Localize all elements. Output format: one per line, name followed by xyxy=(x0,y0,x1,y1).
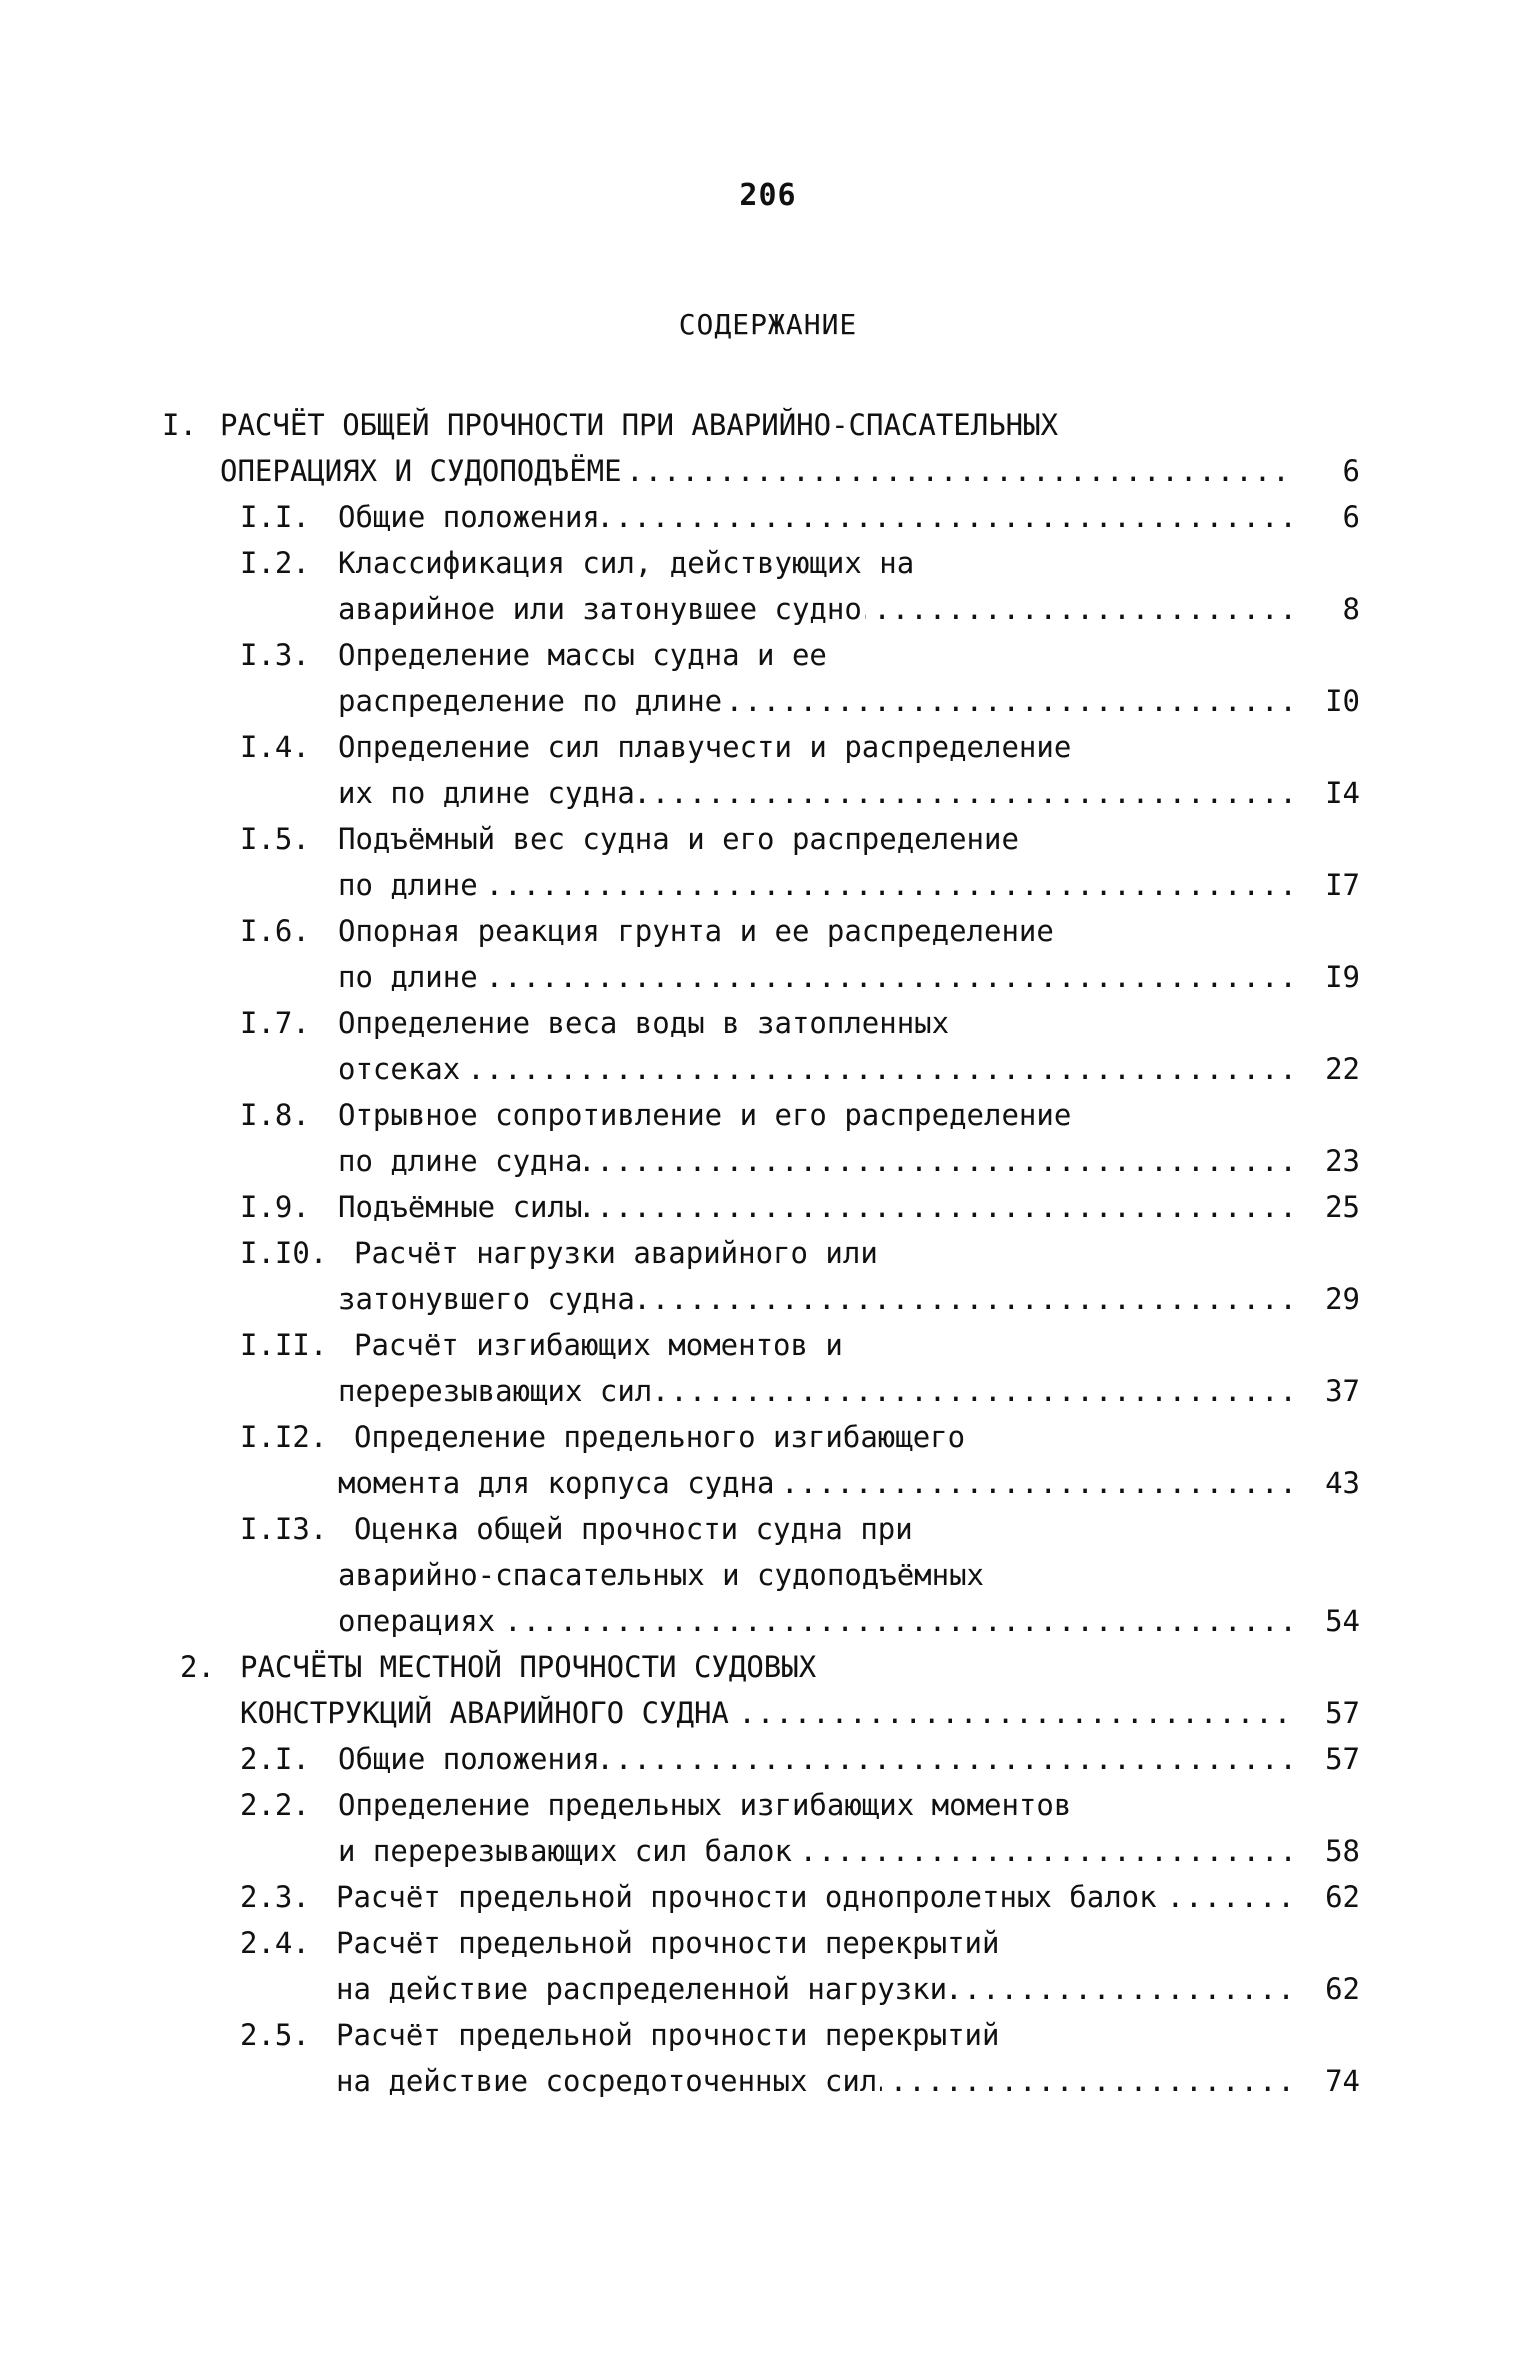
toc-entry-text: Определение предельного изгибающего xyxy=(354,1420,968,1454)
toc-entry-number: I.7. xyxy=(240,1006,310,1040)
toc-entry-text: по длине xyxy=(338,960,481,994)
toc-line xyxy=(0,1276,1536,1322)
toc-entry-text: Определение массы судна и ее xyxy=(338,638,830,672)
toc-line xyxy=(0,724,1536,770)
toc-entry-number: I.I0. xyxy=(240,1236,328,1270)
toc-entry-text-container xyxy=(338,954,1296,1000)
toc-entry-text: на действие сосредоточенных сил xyxy=(336,2064,880,2098)
toc-entry-number: I.9. xyxy=(240,1190,310,1224)
toc-line xyxy=(0,1690,1536,1736)
toc-line xyxy=(0,770,1536,816)
toc-entry-text-container xyxy=(354,1230,1254,1276)
toc-entry-number: I.6. xyxy=(240,914,310,948)
toc-entry-text: Расчёт изгибающих моментов и xyxy=(354,1328,846,1362)
toc-entry-text-container xyxy=(338,540,1238,586)
toc-line xyxy=(0,1092,1536,1138)
toc-line xyxy=(0,1184,1536,1230)
toc-entry-text-container xyxy=(220,448,1296,494)
toc-entry-number: I.I2. xyxy=(240,1420,328,1454)
toc-entry-text-container xyxy=(336,1874,1296,1920)
toc-entry-text-container xyxy=(338,632,1238,678)
toc-entry-text-container xyxy=(354,1414,1254,1460)
toc-entry-page: 74 xyxy=(1325,2064,1360,2098)
toc-entry-text-container xyxy=(338,1046,1296,1092)
toc-line xyxy=(0,1506,1536,1552)
toc-entry-number: I. xyxy=(162,408,197,442)
toc-entry-text: Общие положения xyxy=(338,500,603,534)
toc-entry-text-container xyxy=(240,1644,1140,1690)
toc-entry-page: 29 xyxy=(1325,1282,1360,1316)
toc-line xyxy=(0,1460,1536,1506)
toc-entry-text-container xyxy=(338,1782,1258,1828)
toc-entry-text: аварийно-спасательных и судоподъёмных xyxy=(338,1558,987,1592)
toc-line xyxy=(0,862,1536,908)
toc-line xyxy=(0,1920,1536,1966)
toc-line xyxy=(0,1782,1536,1828)
toc-entry-page: 62 xyxy=(1325,1880,1360,1914)
toc-entry-text-container xyxy=(338,770,1296,816)
toc-line xyxy=(0,540,1536,586)
toc-entry-text: Расчёт предельной прочности однопролетных балок xyxy=(336,1880,1160,1914)
toc-entry-text: КОНСТРУКЦИЙ АВАРИЙНОГО СУДНА xyxy=(240,1696,732,1730)
toc-entry-text-container xyxy=(336,2058,1296,2104)
toc-entry-text: по длине xyxy=(338,868,481,902)
toc-entry-text: Определение сил плавучести и распределение xyxy=(338,730,1074,764)
toc-line xyxy=(0,678,1536,724)
toc-entry-text: Отрывное сопротивление и его распределение xyxy=(338,1098,1074,1132)
toc-entry-page: I7 xyxy=(1325,868,1360,902)
toc-entry-page: I0 xyxy=(1325,684,1360,718)
toc-entry-text-container xyxy=(338,1460,1296,1506)
toc-entry-text-container xyxy=(336,2012,1236,2058)
toc-entry-text-container xyxy=(338,1138,1296,1184)
toc-entry-text-container xyxy=(240,1690,1296,1736)
toc-entry-page: I4 xyxy=(1325,776,1360,810)
toc-entry-text-container xyxy=(338,1736,1296,1782)
toc-entry-text: операциях xyxy=(338,1604,498,1638)
toc-entry-text-container xyxy=(338,494,1296,540)
toc-entry-page: 43 xyxy=(1325,1466,1360,1500)
toc-line xyxy=(0,2058,1536,2104)
toc-entry-number: I.I3. xyxy=(240,1512,328,1546)
toc-entry-text-container xyxy=(354,1322,1254,1368)
toc-title: СОДЕРЖАНИЕ xyxy=(678,308,858,341)
toc-entry-number: 2.3. xyxy=(240,1880,310,1914)
toc-line xyxy=(0,954,1536,1000)
toc-entry-text-container xyxy=(338,1828,1296,1874)
toc-line xyxy=(0,908,1536,954)
toc-entry-page: I9 xyxy=(1325,960,1360,994)
toc-line xyxy=(0,1000,1536,1046)
toc-entry-text: Определение веса воды в затопленных xyxy=(338,1006,952,1040)
toc-entry-text: ОПЕРАЦИЯХ И СУДОПОДЪЁМЕ xyxy=(220,454,625,488)
toc-entry-text-container xyxy=(354,1506,1254,1552)
toc-line xyxy=(0,402,1536,448)
toc-entry-text-container xyxy=(338,724,1238,770)
page-number: 206 xyxy=(739,178,797,213)
toc-entry-number: I.I. xyxy=(240,500,310,534)
toc-entry-text: Опорная реакция грунта и ее распределение xyxy=(338,914,1057,948)
toc-entry-text-container xyxy=(338,862,1296,908)
toc-entry-text-container xyxy=(338,816,1238,862)
toc-line xyxy=(0,1368,1536,1414)
toc-line xyxy=(0,1322,1536,1368)
toc-entry-text-container xyxy=(338,1368,1296,1414)
toc-entry-text-container xyxy=(338,1184,1296,1230)
toc-entry-text: по длине судна xyxy=(338,1144,585,1178)
toc-entry-text-container xyxy=(338,1552,1238,1598)
toc-entry-number: I.4. xyxy=(240,730,310,764)
toc-entry-number: I.5. xyxy=(240,822,310,856)
toc-entry-number: 2.5. xyxy=(240,2018,310,2052)
toc-entry-number: 2.I. xyxy=(240,1742,310,1776)
toc-entry-number: I.3. xyxy=(240,638,310,672)
toc-entry-page: 57 xyxy=(1325,1742,1360,1776)
toc-line xyxy=(0,494,1536,540)
toc-entry-text-container xyxy=(338,1092,1238,1138)
toc-line xyxy=(0,1966,1536,2012)
toc-entry-text-container xyxy=(338,908,1238,954)
toc-entry-text: момента для корпуса судна xyxy=(338,1466,778,1500)
toc-line xyxy=(0,448,1536,494)
toc-entry-text: РАСЧЁТ ОБЩЕЙ ПРОЧНОСТИ ПРИ АВАРИЙНО-СПАСАТЕЛЬНЫХ xyxy=(220,408,1061,442)
toc-line xyxy=(0,1644,1536,1690)
toc-entry-number: 2.2. xyxy=(240,1788,310,1822)
toc-entry-text: Расчёт предельной прочности перекрытий xyxy=(336,2018,1002,2052)
toc-entry-page: 6 xyxy=(1342,454,1360,488)
toc-entry-text: РАСЧЁТЫ МЕСТНОЙ ПРОЧНОСТИ СУДОВЫХ xyxy=(240,1650,819,1684)
toc-entry-number: 2. xyxy=(180,1650,215,1684)
toc-line xyxy=(0,1138,1536,1184)
toc-entry-page: 37 xyxy=(1325,1374,1360,1408)
toc-entry-page: 23 xyxy=(1325,1144,1360,1178)
toc-entry-text-container xyxy=(338,1000,1238,1046)
toc-line xyxy=(0,1874,1536,1920)
toc-line xyxy=(0,1230,1536,1276)
toc-entry-page: 54 xyxy=(1325,1604,1360,1638)
toc-entry-text: на действие распределенной нагрузки xyxy=(336,1972,950,2006)
toc-line xyxy=(0,586,1536,632)
toc-entry-number: 2.4. xyxy=(240,1926,310,1960)
toc-entry-page: 58 xyxy=(1325,1834,1360,1868)
toc-entry-text-container xyxy=(338,678,1296,724)
toc-line xyxy=(0,1552,1536,1598)
toc-entry-text: перерезывающих сил xyxy=(338,1374,655,1408)
toc-entry-text: Определение предельных изгибающих моментов xyxy=(338,1788,1074,1822)
toc-line xyxy=(0,1414,1536,1460)
toc-entry-text: отсеках xyxy=(338,1052,463,1086)
toc-line xyxy=(0,1598,1536,1644)
toc-entry-text-container xyxy=(336,1966,1296,2012)
toc-entry-text: Классификация сил, действующих на xyxy=(338,546,917,580)
toc-entry-text-container xyxy=(220,402,1240,448)
toc-entry-page: 22 xyxy=(1325,1052,1360,1086)
toc-entry-text: и перерезывающих сил балок xyxy=(338,1834,795,1868)
toc-line xyxy=(0,1046,1536,1092)
toc-entry-text: Подъёмный вес судна и его распределение xyxy=(338,822,1022,856)
toc-entry-page: 8 xyxy=(1342,592,1360,626)
toc-entry-text: Подъёмные силы xyxy=(338,1190,585,1224)
toc-line xyxy=(0,632,1536,678)
toc-entry-text: Общие положения xyxy=(338,1742,603,1776)
toc-entry-text-container xyxy=(336,1920,1236,1966)
toc-entry-page: 6 xyxy=(1342,500,1360,534)
toc-entry-text: Расчёт предельной прочности перекрытий xyxy=(336,1926,1002,1960)
toc-entry-text-container xyxy=(338,1598,1296,1644)
toc-line xyxy=(0,1736,1536,1782)
toc-entry-page: 62 xyxy=(1325,1972,1360,2006)
toc-entry-text: Оценка общей прочности судна при xyxy=(354,1512,916,1546)
toc-entry-text-container xyxy=(338,1276,1296,1322)
toc-entry-text: их по длине судна xyxy=(338,776,638,810)
toc-entry-page: 25 xyxy=(1325,1190,1360,1224)
toc-entry-page: 57 xyxy=(1325,1696,1360,1730)
toc-entry-text: Расчёт нагрузки аварийного или xyxy=(354,1236,881,1270)
toc-entry-number: I.II. xyxy=(240,1328,328,1362)
toc-line xyxy=(0,816,1536,862)
toc-line xyxy=(0,2012,1536,2058)
toc-entry-number: I.8. xyxy=(240,1098,310,1132)
toc-entry-text: аварийное или затонувшее судно xyxy=(338,592,865,626)
toc-entry-text: распределение по длине xyxy=(338,684,725,718)
toc-entry-text-container xyxy=(338,586,1296,632)
toc-line xyxy=(0,1828,1536,1874)
toc-entry-text: затонувшего судна xyxy=(338,1282,638,1316)
toc-entry-number: I.2. xyxy=(240,546,310,580)
